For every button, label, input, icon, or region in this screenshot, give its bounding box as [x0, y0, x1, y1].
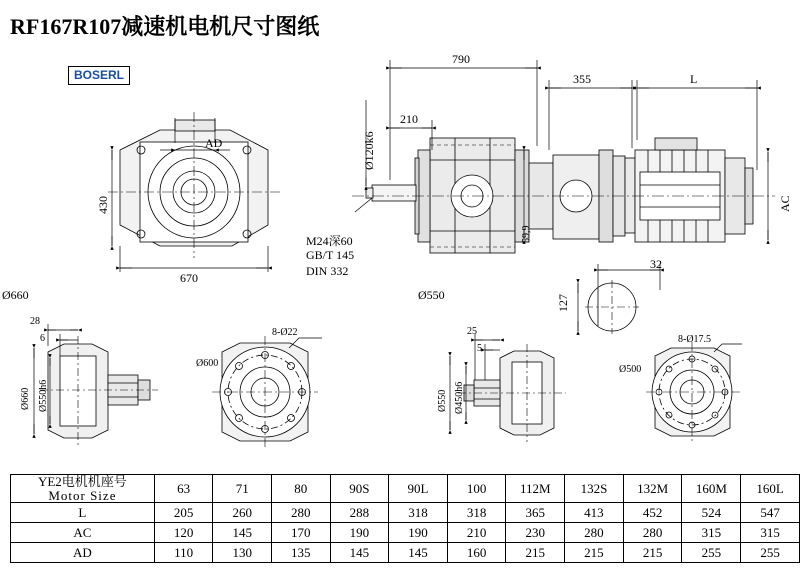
table-header-cell — [11, 475, 155, 503]
cell: 145 — [213, 523, 272, 543]
dim-450-vert: Ø450h6 — [454, 381, 465, 414]
col-132S: 132S — [565, 475, 624, 503]
cell: 280 — [565, 523, 624, 543]
col-90L: 90L — [389, 475, 448, 503]
cell: 190 — [330, 523, 389, 543]
dim-660-vert: Ø660 — [20, 387, 31, 410]
brand-logo: BOSERL — [68, 66, 130, 85]
col-112M: 112M — [506, 475, 565, 503]
col-80: 80 — [271, 475, 330, 503]
dim-32: 32 — [650, 257, 662, 271]
dim-550-vert: Ø550h6 — [38, 379, 49, 412]
dim-600: Ø600 — [196, 358, 219, 369]
cell: 260 — [213, 503, 272, 523]
table-row — [11, 543, 800, 563]
cell: 110 — [154, 543, 213, 563]
cell: 255 — [682, 543, 741, 563]
page-title: RF167R107减速机电机尺寸图纸 — [10, 14, 320, 39]
cell: 365 — [506, 503, 565, 523]
thread-note-1: M24深60 — [306, 234, 353, 248]
col-160M: 160M — [682, 475, 741, 503]
row-label-AD: AD — [11, 543, 155, 563]
col-63: 63 — [154, 475, 213, 503]
cell: 135 — [271, 543, 330, 563]
dim-550-top: Ø550 — [418, 288, 445, 302]
cell: 160 — [447, 543, 506, 563]
dim-550-vert-2: Ø550 — [437, 389, 448, 412]
row-label-L: L — [11, 503, 155, 523]
dim-L: L — [690, 72, 698, 86]
col-100: 100 — [447, 475, 506, 503]
table-row-header — [11, 475, 800, 503]
cell: 280 — [271, 503, 330, 523]
dim-AC: AC — [778, 195, 792, 212]
dim-28: 28 — [30, 316, 40, 327]
dim-8x17-5: 8-Ø17.5 — [678, 334, 712, 345]
cell: 215 — [623, 543, 682, 563]
cell: 145 — [330, 543, 389, 563]
dim-59-9: 59,9 — [521, 225, 532, 243]
table-header-en: Motor Size — [48, 487, 117, 503]
cell: 413 — [565, 503, 624, 523]
col-132M: 132M — [623, 475, 682, 503]
col-90S: 90S — [330, 475, 389, 503]
thread-note-2: GB/T 145 — [306, 248, 355, 262]
table-row — [11, 523, 800, 543]
dim-AD: AD — [205, 136, 223, 150]
dim-660-top: Ø660 — [2, 288, 29, 302]
cell: 524 — [682, 503, 741, 523]
cell: 130 — [213, 543, 272, 563]
dim-670: 670 — [180, 271, 198, 285]
cell: 215 — [565, 543, 624, 563]
cell: 215 — [506, 543, 565, 563]
cell: 145 — [389, 543, 448, 563]
dim-127: 127 — [556, 294, 570, 312]
cell: 318 — [447, 503, 506, 523]
dim-8x22: 8-Ø22 — [272, 327, 298, 338]
cell: 210 — [447, 523, 506, 543]
cell: 280 — [623, 523, 682, 543]
table-header-cn: YE2电机机座号 — [37, 474, 127, 489]
col-71: 71 — [213, 475, 272, 503]
motor-size-table — [10, 474, 800, 563]
cell: 230 — [506, 523, 565, 543]
cell: 120 — [154, 523, 213, 543]
dim-6: 6 — [40, 333, 45, 344]
cell: 318 — [389, 503, 448, 523]
cell: 205 — [154, 503, 213, 523]
dim-430: 430 — [96, 196, 110, 214]
cell: 255 — [741, 543, 800, 563]
dim-25: 25 — [467, 326, 477, 337]
cell: 315 — [682, 523, 741, 543]
dim-210: 210 — [400, 112, 418, 126]
thread-note-3: DIN 332 — [306, 264, 349, 278]
table-row — [11, 503, 800, 523]
cell: 190 — [389, 523, 448, 543]
dim-355: 355 — [573, 72, 591, 86]
col-160L: 160L — [741, 475, 800, 503]
cell: 547 — [741, 503, 800, 523]
cell: 315 — [741, 523, 800, 543]
cell: 170 — [271, 523, 330, 543]
dim-500: Ø500 — [619, 364, 642, 375]
cell: 452 — [623, 503, 682, 523]
cell: 288 — [330, 503, 389, 523]
dim-5: 5 — [477, 343, 482, 354]
dim-790: 790 — [452, 52, 470, 66]
row-label-AC: AC — [11, 523, 155, 543]
dim-120k6: Ø120k6 — [362, 131, 376, 170]
